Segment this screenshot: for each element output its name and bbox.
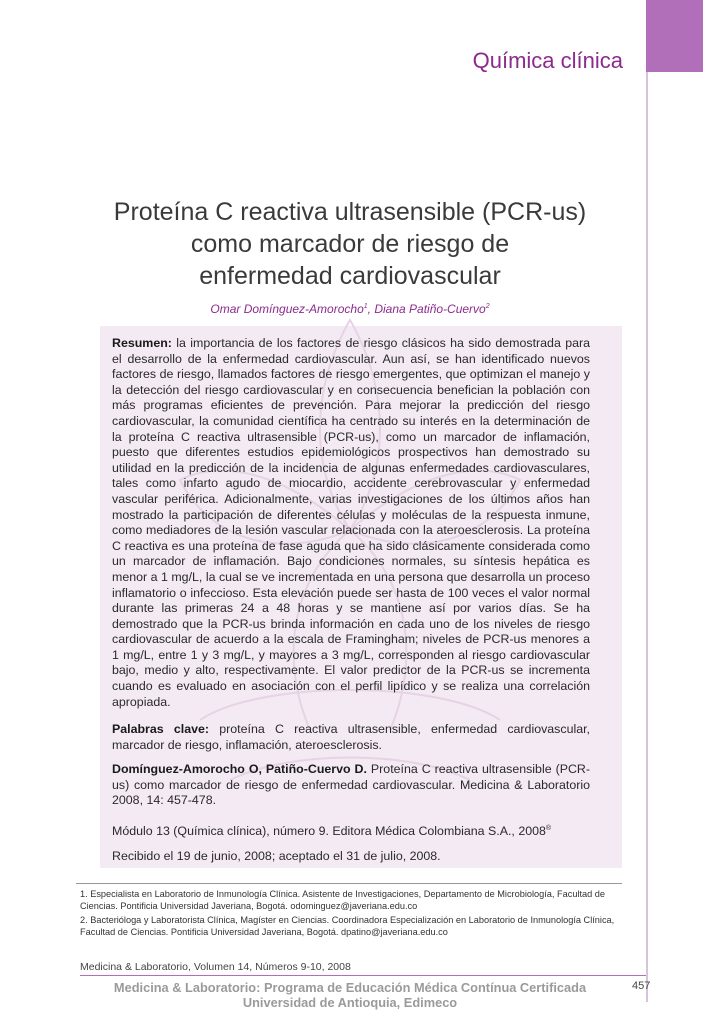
registered-mark: ® — [545, 825, 552, 832]
page-number: 457 — [632, 980, 651, 992]
author-1-affiliation: 1 — [363, 303, 368, 310]
footnote-divider — [76, 883, 622, 884]
section-heading: Química clínica — [472, 48, 623, 73]
footer-line-2: Universidad de Antioquia, Edimeco — [242, 995, 458, 1010]
citation-text: Proteína C reactiva ultrasensible (PCR-us) como marcador de riesgo de enfermedad cardiovascular. Medicina & Laboratorio 2008, 14: 457-478. — [112, 762, 590, 808]
footer-banner — [80, 980, 620, 1010]
module-text: Módulo 13 (Química clínica), número 9. Editora Médica Colombiana S.A., 2008 — [112, 824, 546, 839]
journal-volume-line: Medicina & Laboratorio, Volumen 14, Números 9-10, 2008 — [80, 961, 351, 973]
footer-divider — [80, 975, 646, 976]
footer-line-1: Medicina & Laboratorio: Programa de Educación Médica Contínua Certificada — [113, 980, 587, 995]
accent-margin-line — [646, 72, 648, 1002]
author-2: Diana Patiño-Cuervo — [374, 302, 486, 316]
title-line-2: como marcador de riesgo de — [190, 230, 510, 258]
author-separator: , — [367, 302, 375, 316]
footnote-1: 1. Especialista en Laboratorio de Inmunología Clínica. Asistente de Investigaciones, Departamento de Microbiología, Facultad de Ciencias. Pontificia Universidad Javeriana, Bogotá. odominguez@javeriana.edu.co — [80, 889, 606, 911]
footnote-2: 2. Bacterióloga y Laboratorista Clínica, Magíster en Ciencias. Coordinadora Especialización en Laboratorio de Inmunología Clínica, Facultad de Ciencias. Pontificia Universidad Javeriana, Bogotá. dpatino@javeriana.edu.co — [80, 915, 615, 937]
module-line — [112, 821, 590, 840]
article-title — [60, 196, 640, 292]
received-date: Recibido el 19 de junio, 2008; aceptado el 31 de julio, 2008. — [112, 849, 441, 863]
keywords-paragraph — [112, 722, 590, 753]
keywords-text: proteína C reactiva ultrasensible, enfermedad cardiovascular, marcador de riesgo, inflamación, ateroesclerosis. — [112, 722, 590, 752]
author-1: Omar Domínguez-Amorocho — [210, 302, 364, 316]
citation-authors: Domínguez-Amorocho O, Patiño-Cuervo D. — [112, 762, 367, 776]
abstract-paragraph — [112, 336, 590, 710]
title-line-3: enfermedad cardiovascular — [199, 262, 501, 290]
abstract-label: Resumen: — [112, 336, 172, 350]
citation-paragraph — [112, 762, 590, 809]
author-2-affiliation: 2 — [485, 303, 490, 310]
keywords-label: Palabras clave: — [112, 722, 210, 736]
title-line-1: Proteína C reactiva ultrasensible (PCR-us) — [113, 198, 587, 226]
accent-corner-block — [646, 0, 703, 72]
abstract-text: la importancia de los factores de riesgo clásicos ha sido demostrada para el desarrollo de la enfermedad cardiovascular. Aun así, se han identificado nuevos factores de riesgo, llamados factores de riesgo emergentes, que optimizan el manejo y la detección del riesgo cardiovascular y en consecuencia benefician la población con más programas eficientes de prevención. Para mejorar la predicción del riesgo cardiovascular, la comunidad científica ha centrado su interés en la determinación de la proteína C reactiva ultrasensible (PCR-us), como un marcador de inflamación, puesto que diferentes estudios epidemiológicos prospectivos han demostrado su utilidad en la predicción de la incidencia de algunas enfermedades cardiovasculares, tales como infarto agudo de miocardio, accidente cerebrovascular y enfermedad vascular periférica. Adicionalmente, varias investigaciones de los últimos años han mostrado la participación de diferentes células y moléculas de la respuesta inmune, como mediadores de la lesión vascular relacionada con la ateroesclerosis. La proteína C reactiva es una proteína de fase aguda que ha sido clásicamente considerada como un marcador de inflamación. Bajo condiciones normales, su síntesis hepática es menor a 1 mg/L, la cual se ve incrementada en una persona que desarrolla un proceso inflamatorio o infeccioso. Esta elevación puede ser hasta de 100 veces el valor normal durante las primeras 24 a 48 horas y se mantiene así por varios días. Se ha demostrado que la PCR-us brinda información en cada uno de los niveles de riesgo cardiovascular de acuerdo a la escala de Framingham; niveles de PCR-us menores a 1 mg/L, entre 1 y 3 mg/L, y mayores a 3 mg/L, corresponden al riesgo cardiovascular bajo, medio y alto, respectivamente. El valor predictor de la PCR-us se incrementa cuando es evaluado en asociación con el perfil lipídico y se realiza una correlación apropiada. — [112, 336, 590, 709]
